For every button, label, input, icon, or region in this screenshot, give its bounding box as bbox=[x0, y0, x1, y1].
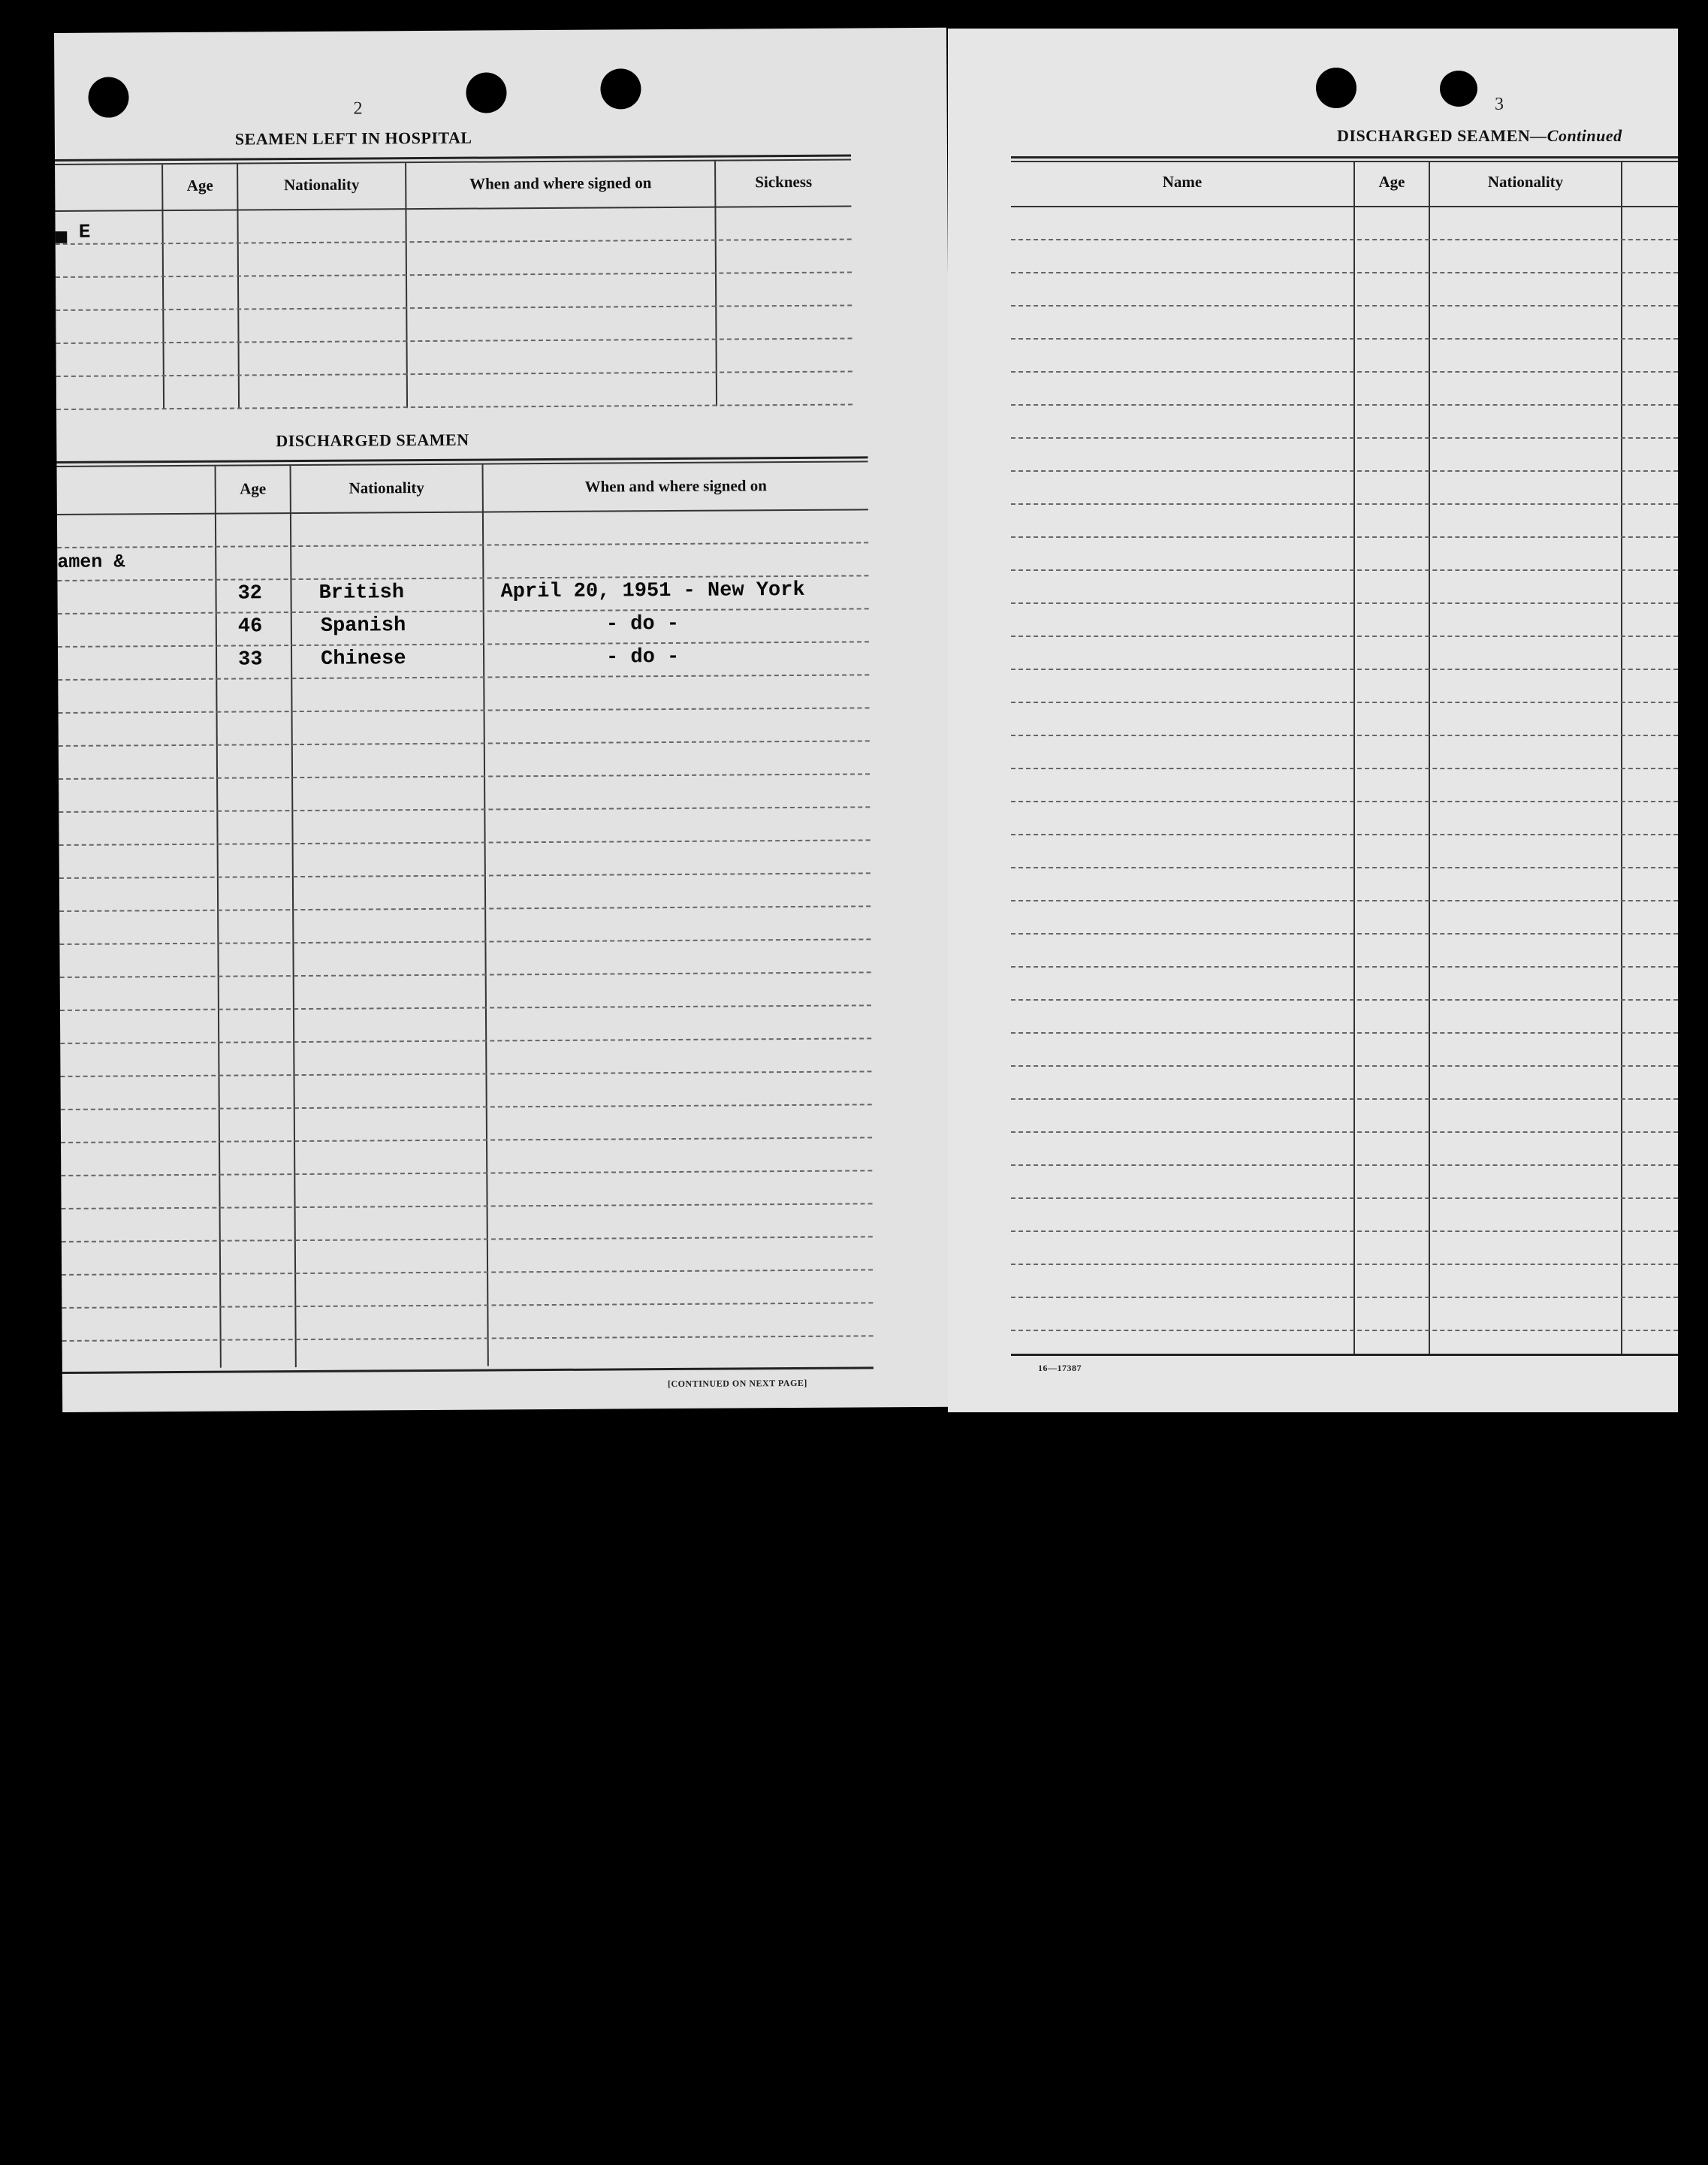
hospital-col-nationality: Nationality bbox=[283, 175, 360, 195]
form-number: 16—17387 bbox=[1038, 1363, 1082, 1373]
punch-hole bbox=[600, 68, 641, 109]
ruled-line bbox=[1011, 239, 1678, 240]
page-number: 2 bbox=[353, 98, 363, 119]
seaman-signed-on: - do - bbox=[605, 612, 680, 636]
ruled-line bbox=[1011, 404, 1678, 406]
right-col-name: Name bbox=[1162, 173, 1203, 191]
ruled-line bbox=[59, 905, 871, 912]
ruled-line bbox=[1011, 602, 1678, 604]
hospital-section-title: SEAMEN LEFT IN HOSPITAL bbox=[234, 128, 472, 149]
ruled-line bbox=[60, 971, 871, 978]
seaman-nationality: British bbox=[318, 581, 405, 605]
ruled-line bbox=[58, 674, 869, 681]
ruled-line bbox=[62, 1203, 873, 1209]
ruled-line bbox=[1011, 1065, 1678, 1067]
ruled-line bbox=[60, 1037, 871, 1044]
ruled-line bbox=[61, 1170, 872, 1176]
seaman-age: 46 bbox=[237, 615, 263, 639]
ruled-line bbox=[59, 806, 870, 813]
ruled-line bbox=[62, 1269, 873, 1276]
ruled-line bbox=[1011, 1032, 1678, 1034]
continued-footer: [CONTINUED ON NEXT PAGE] bbox=[667, 1377, 807, 1390]
discharged-row-fragment: amen & bbox=[57, 551, 125, 573]
ruled-line bbox=[1011, 801, 1678, 802]
seaman-age: 32 bbox=[237, 582, 263, 605]
ruled-line bbox=[1011, 768, 1678, 769]
ruled-line bbox=[1011, 669, 1678, 670]
hospital-col-sickness: Sickness bbox=[755, 172, 813, 192]
ruled-line bbox=[61, 1104, 872, 1110]
ruled-line bbox=[1011, 1264, 1678, 1265]
ruled-line bbox=[1011, 1330, 1678, 1331]
ruled-line bbox=[1011, 1230, 1678, 1232]
right-section-title: DISCHARGED SEAMEN—Continued bbox=[1337, 126, 1622, 145]
ruled-line bbox=[59, 773, 870, 780]
discharged-col-nationality: Nationality bbox=[349, 479, 424, 497]
ruled-line bbox=[1011, 470, 1678, 472]
ruled-line bbox=[1011, 867, 1678, 868]
ruled-line bbox=[59, 740, 870, 747]
punch-hole bbox=[466, 72, 506, 113]
ruled-line bbox=[1011, 1297, 1678, 1298]
hospital-col-signed-on: When and where signed on bbox=[469, 174, 652, 193]
ruled-line bbox=[1011, 735, 1678, 736]
ruled-line bbox=[60, 1070, 871, 1077]
ruled-line bbox=[62, 1335, 874, 1342]
ruled-line bbox=[62, 1236, 873, 1243]
ruled-line bbox=[58, 641, 869, 648]
ruled-line bbox=[61, 1137, 872, 1143]
discharged-table-lines bbox=[54, 28, 946, 33]
ruled-line bbox=[59, 707, 870, 714]
ruled-line bbox=[1011, 966, 1678, 968]
ruled-line bbox=[1011, 1164, 1678, 1166]
ruled-line bbox=[1011, 999, 1678, 1001]
ruled-line bbox=[1011, 636, 1678, 637]
ruled-line bbox=[62, 1302, 873, 1309]
seaman-nationality: Spanish bbox=[320, 614, 406, 638]
ruled-line bbox=[1011, 437, 1678, 439]
seaman-age: 33 bbox=[238, 648, 263, 672]
ruled-line bbox=[59, 872, 871, 879]
hospital-row-fragment: ▄ E bbox=[55, 220, 91, 243]
hospital-col-age: Age bbox=[186, 176, 213, 195]
right-col-age: Age bbox=[1378, 173, 1405, 191]
ruled-line bbox=[1011, 1131, 1678, 1133]
seaman-signed-on: April 20, 1951 - New York bbox=[500, 578, 805, 604]
discharged-col-signed-on: When and where signed on bbox=[584, 476, 767, 496]
seaman-nationality: Chinese bbox=[321, 648, 406, 671]
ruled-line bbox=[1011, 305, 1678, 306]
right-col-nationality: Nationality bbox=[1487, 173, 1564, 191]
ruled-line bbox=[1011, 1197, 1678, 1199]
ruled-line bbox=[1011, 371, 1678, 373]
ruled-line bbox=[59, 839, 871, 846]
ruled-line bbox=[1011, 702, 1678, 703]
ruled-line bbox=[58, 608, 869, 614]
left-page bbox=[54, 28, 955, 1412]
punch-hole bbox=[1316, 68, 1356, 108]
ruled-line bbox=[57, 542, 868, 548]
ruled-line bbox=[1011, 503, 1678, 505]
seaman-signed-on: - do - bbox=[606, 645, 680, 669]
ruled-line bbox=[1011, 272, 1678, 273]
punch-hole bbox=[88, 77, 128, 117]
right-page bbox=[948, 29, 1678, 1412]
ruled-line bbox=[1011, 834, 1678, 835]
ruled-line bbox=[60, 1004, 871, 1011]
discharged-col-age: Age bbox=[240, 479, 267, 498]
punch-hole bbox=[1440, 71, 1477, 107]
ruled-line bbox=[59, 938, 871, 945]
page-number: 3 bbox=[1495, 95, 1504, 114]
ruled-line bbox=[1011, 569, 1678, 571]
ruled-line bbox=[1011, 900, 1678, 901]
discharged-section-title: DISCHARGED SEAMEN bbox=[276, 430, 469, 451]
ruled-line bbox=[1011, 338, 1678, 340]
ruled-line bbox=[1011, 933, 1678, 935]
ruled-line bbox=[1011, 1098, 1678, 1100]
ruled-line bbox=[1011, 536, 1678, 538]
